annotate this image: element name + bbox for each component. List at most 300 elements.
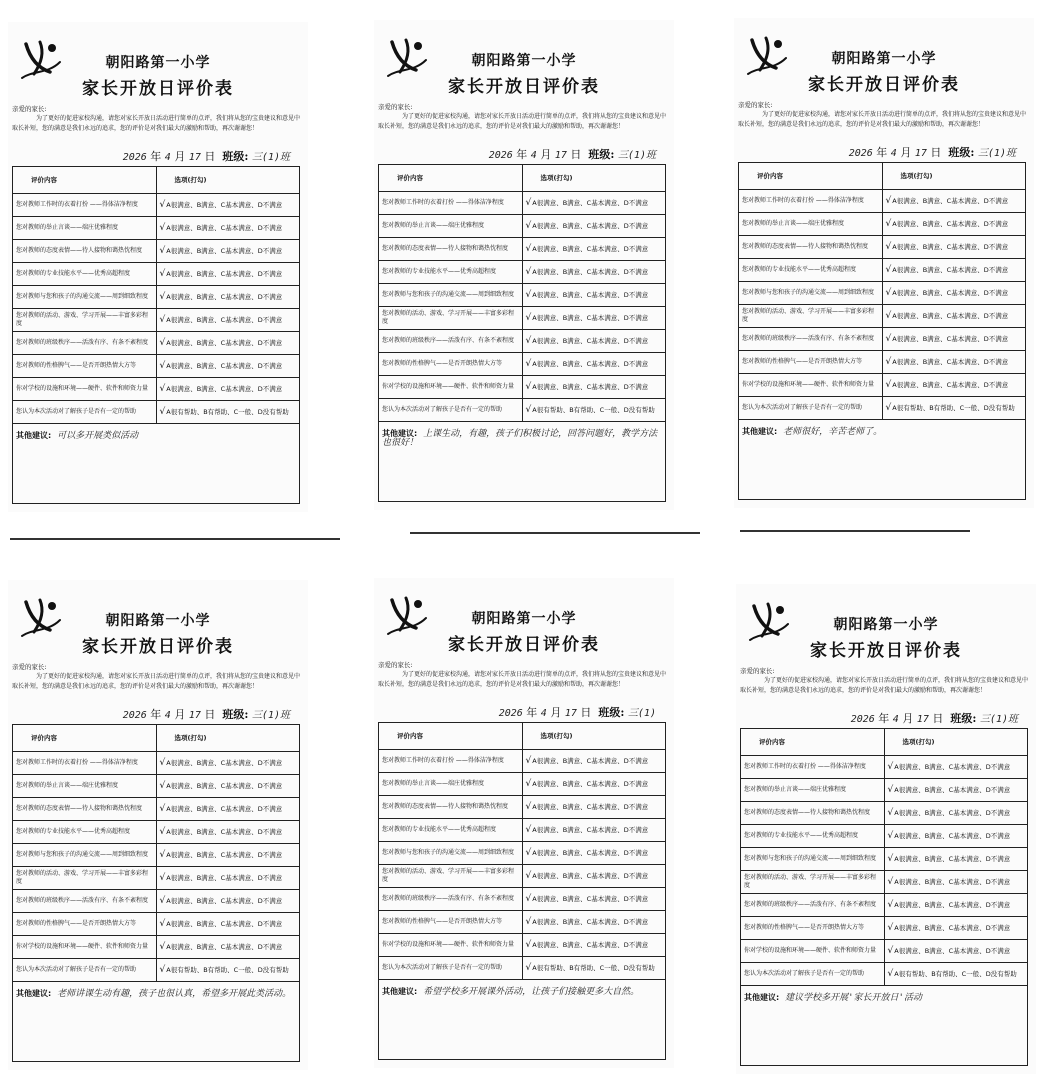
options-text: A很满意、B满意、C基本满意、D不满意 [892,220,1009,228]
evaluation-options [156,867,300,890]
table-row [379,353,666,376]
table-row [13,867,300,890]
options-text: A很满意、B满意、C基本满意、D不满意 [892,335,1009,343]
date-day: 17 [564,708,577,719]
suggestion-label: 其他建议: [742,427,778,436]
intro-text: 为了更好的促进家校沟通，请您对家长开放日活动进行简单的点评，我们将从您的宝贵建议和意见中取长补短，您的满意是我们永远的追求，您的评价是对我们最大的激励和帮助，再次谢谢您！ [738,111,1027,128]
school-name: 朝阳路第一小学 [831,51,937,67]
evaluation-item: 您对教师工作时的衣着打扮 ——得体洁净程度 [741,756,885,779]
checkmark-icon: √ [525,871,532,881]
evaluation-item: 你对学校的设施和环境——硬件、软件和师资力量 [379,376,523,399]
options-text: A很满意、B满意、C基本满意、D不满意 [166,316,283,324]
school-name: 朝阳路第一小学 [105,55,211,71]
checkmark-icon: √ [159,292,166,302]
suggestion-label: 其他建议: [16,431,52,440]
evaluation-options [156,752,300,775]
table-row [13,936,300,959]
date-month: 4 [892,714,899,725]
options-text: A很满意、B满意、C基本满意、D不满意 [532,757,649,765]
table-row [741,802,1028,825]
evaluation-options [156,401,300,424]
evaluation-options [156,890,300,913]
checkmark-icon: √ [525,825,532,835]
options-text: A很满意、B满意、C基本满意、D不满意 [166,247,283,255]
date-month: 4 [540,708,547,719]
checkmark-icon: √ [887,831,894,841]
evaluation-options [882,259,1026,282]
table-row [379,888,666,911]
evaluation-table [12,166,300,504]
checkmark-icon: √ [887,969,894,979]
divider-stroke [10,538,340,540]
evaluation-item: 您认为本次活动对了解孩子是否有一定的帮助 [13,401,157,424]
options-text: A很满意、B满意、C基本满意、D不满意 [532,826,649,834]
evaluation-item: 您认为本次活动对了解孩子是否有一定的帮助 [741,963,885,986]
table-row [741,894,1028,917]
checkmark-icon: √ [885,242,892,252]
evaluation-item: 您对教师的举止言谈——端庄优雅程度 [13,775,157,798]
evaluation-item: 您对教师的举止言谈——端庄优雅程度 [379,773,523,796]
table-row [13,775,300,798]
evaluation-item: 您对教师工作时的衣着打扮 ——得体洁净程度 [13,194,157,217]
column-header-content: 评价内容 [739,163,883,190]
checkmark-icon: √ [525,848,532,858]
options-text: A很有帮助、B有帮助、C一般、D没有帮助 [166,966,289,974]
evaluation-item: 您对教师的态度表情——待人接物和蔼热忱程度 [741,802,885,825]
checkmark-icon: √ [159,200,166,210]
options-text: A很满意、B满意、C基本满意、D不满意 [892,289,1009,297]
intro-text: 为了更好的促进家校沟通，请您对家长开放日活动进行简单的点评，我们将从您的宝贵建议和意见中取长补短，您的满意是我们永远的追求，您的评价是对我们最大的激励和帮助，再次谢谢您！ [12,673,301,690]
evaluation-options [156,217,300,240]
checkmark-icon: √ [525,313,532,323]
table-row [739,213,1026,236]
table-row [739,190,1026,213]
table-row [13,309,300,332]
checkmark-icon: √ [525,940,532,950]
class-label: 班级: [222,708,249,721]
evaluation-item: 您对教师的班级秩序——活泼有序、有条不紊程度 [739,328,883,351]
options-text: A很满意、B满意、C基本满意、D不满意 [894,878,1011,886]
suggestion-text: 建议学校多开展'家长开放日'活动 [785,993,922,1003]
greeting: 亲爱的家长: [378,103,413,111]
evaluation-table [378,722,666,1060]
table-row [379,330,666,353]
evaluation-options [156,194,300,217]
date-day: 17 [914,148,927,159]
options-text: A很满意、B满意、C基本满意、D不满意 [532,360,649,368]
table-row [13,752,300,775]
evaluation-table [378,164,666,502]
evaluation-options [884,871,1028,894]
evaluation-item: 您对教师的专业技能水平——优秀高超程度 [741,825,885,848]
evaluation-options [522,307,666,330]
suggestion-box [379,980,666,1060]
intro-text: 为了更好的促进家校沟通，请您对家长开放日活动进行简单的点评，我们将从您的宝贵建议和意见中取长补短，您的满意是我们永远的追求，您的评价是对我们最大的激励和帮助，再次谢谢您！ [740,677,1029,694]
checkmark-icon: √ [525,244,532,254]
evaluation-item: 您对教师与您和孩子的沟通交流——周到细致程度 [13,286,157,309]
checkmark-icon: √ [159,384,166,394]
column-header-options: 选项(打勾) [156,167,300,194]
evaluation-options [156,821,300,844]
class-label: 班级: [222,150,249,163]
form-title: 家长开放日评价表 [448,635,600,655]
evaluation-form-1 [8,22,308,512]
table-row [741,848,1028,871]
evaluation-options [522,865,666,888]
table-row [739,351,1026,374]
table-row [13,959,300,982]
evaluation-options [522,888,666,911]
evaluation-table [740,728,1028,1066]
table-row [13,401,300,424]
options-text: A很满意、B满意、C基本满意、D不满意 [892,312,1009,320]
checkmark-icon: √ [525,894,532,904]
options-text: A很满意、B满意、C基本满意、D不满意 [532,895,649,903]
evaluation-item: 您对教师工作时的衣着打扮 ——得体洁净程度 [379,192,523,215]
table-row [739,397,1026,420]
evaluation-item: 您对教师的专业技能水平——优秀高超程度 [13,263,157,286]
evaluation-options [882,374,1026,397]
options-text: A很满意、B满意、C基本满意、D不满意 [532,872,649,880]
checkmark-icon: √ [525,290,532,300]
form-title: 家长开放日评价表 [810,641,962,661]
class-label: 班级: [948,146,975,159]
evaluation-options [156,775,300,798]
column-header-content: 评价内容 [379,165,523,192]
checkmark-icon: √ [885,196,892,206]
evaluation-item: 您对教师与您和孩子的沟通交流——周到细致程度 [379,842,523,865]
greeting: 亲爱的家长: [378,661,413,669]
checkmark-icon: √ [525,756,532,766]
checkmark-icon: √ [887,808,894,818]
class-name: 三(1)班 [979,714,1018,725]
evaluation-item: 您对教师的活动、游戏、学习开展——丰富多彩程度 [379,865,523,888]
evaluation-item: 您对教师的活动、游戏、学习开展——丰富多彩程度 [13,867,157,890]
suggestion-box [13,424,300,504]
options-text: A很满意、B满意、C基本满意、D不满意 [532,268,649,276]
checkmark-icon: √ [159,827,166,837]
evaluation-item: 您认为本次活动对了解孩子是否有一定的帮助 [13,959,157,982]
class-name: 三(1)班 [251,710,290,721]
checkmark-icon: √ [887,946,894,956]
evaluation-item: 您对教师的举止言谈——端庄优雅程度 [13,217,157,240]
class-label: 班级: [588,148,615,161]
checkmark-icon: √ [525,221,532,231]
options-text: A很满意、B满意、C基本满意、D不满意 [894,947,1011,955]
date-year: 2026 [122,152,147,163]
column-header-options: 选项(打勾) [882,163,1026,190]
divider-stroke [740,530,970,532]
checkmark-icon: √ [159,315,166,325]
table-row [739,328,1026,351]
evaluation-options [156,309,300,332]
column-header-content: 评价内容 [13,725,157,752]
evaluation-item: 您认为本次活动对了解孩子是否有一定的帮助 [379,399,523,422]
evaluation-options [884,779,1028,802]
column-header-content: 评价内容 [741,729,885,756]
evaluation-form-6 [736,584,1036,1074]
checkmark-icon: √ [885,265,892,275]
column-header-options: 选项(打勾) [156,725,300,752]
checkmark-icon: √ [885,219,892,229]
checkmark-icon: √ [887,877,894,887]
table-row [379,796,666,819]
evaluation-item: 你对学校的设施和环境——硬件、软件和师资力量 [379,934,523,957]
evaluation-item: 您对教师的专业技能水平——优秀高超程度 [739,259,883,282]
date-line: 2026 年 4 月 17 日 班级: 三(1)班 [850,712,1018,725]
checkmark-icon: √ [885,357,892,367]
checkmark-icon: √ [159,873,166,883]
table-row [13,217,300,240]
options-text: A很有帮助、B有帮助、C一般、D没有帮助 [894,970,1017,978]
evaluation-item: 您对教师的班级秩序——活泼有序、有条不紊程度 [741,894,885,917]
class-name: 三(1)班 [251,152,290,163]
checkmark-icon: √ [159,246,166,256]
table-row [739,259,1026,282]
evaluation-item: 您对教师的举止言谈——端庄优雅程度 [379,215,523,238]
evaluation-item: 您对教师工作时的衣着打扮 ——得体洁净程度 [13,752,157,775]
options-text: A很有帮助、B有帮助、C一般、D没有帮助 [532,406,655,414]
table-row [379,773,666,796]
evaluation-options [522,773,666,796]
options-text: A很满意、B满意、C基本满意、D不满意 [166,851,283,859]
table-row [379,376,666,399]
evaluation-item: 你对学校的设施和环境——硬件、软件和师资力量 [13,378,157,401]
evaluation-options [522,330,666,353]
options-text: A很满意、B满意、C基本满意、D不满意 [166,897,283,905]
options-text: A很满意、B满意、C基本满意、D不满意 [532,291,649,299]
evaluation-item: 你对学校的设施和环境——硬件、软件和师资力量 [741,940,885,963]
table-row [13,240,300,263]
class-name: 三(1) [627,708,656,719]
options-text: A很满意、B满意、C基本满意、D不满意 [532,803,649,811]
intro-text: 为了更好的促进家校沟通，请您对家长开放日活动进行简单的点评，我们将从您的宝贵建议和意见中取长补短，您的满意是我们永远的追求，您的评价是对我们最大的激励和帮助，再次谢谢您！ [12,115,301,132]
divider-stroke [410,532,700,534]
evaluation-options [522,238,666,261]
evaluation-options [882,190,1026,213]
checkmark-icon: √ [885,403,892,413]
table-row [379,215,666,238]
evaluation-form-2 [374,20,674,510]
evaluation-item: 您对教师的活动、游戏、学习开展——丰富多彩程度 [741,871,885,894]
evaluation-options [884,917,1028,940]
form-title: 家长开放日评价表 [82,637,234,657]
date-day: 17 [916,714,929,725]
greeting: 亲爱的家长: [738,101,773,109]
evaluation-options [522,957,666,980]
suggestion-box [739,420,1026,500]
options-text: A很满意、B满意、C基本满意、D不满意 [166,759,283,767]
evaluation-options [522,750,666,773]
evaluation-item: 您对教师的态度表情——待人接物和蔼热忱程度 [379,796,523,819]
evaluation-table [738,162,1026,500]
checkmark-icon: √ [525,359,532,369]
evaluation-item: 您对教师的活动、游戏、学习开展——丰富多彩程度 [13,309,157,332]
evaluation-options [882,328,1026,351]
evaluation-item: 您认为本次活动对了解孩子是否有一定的帮助 [379,957,523,980]
checkmark-icon: √ [159,269,166,279]
checkmark-icon: √ [525,802,532,812]
checkmark-icon: √ [887,900,894,910]
evaluation-options [522,192,666,215]
checkmark-icon: √ [159,965,166,975]
evaluation-options [884,825,1028,848]
evaluation-form-4 [8,580,308,1070]
options-text: A很满意、B满意、C基本满意、D不满意 [532,222,649,230]
evaluation-item: 您对教师的班级秩序——活泼有序、有条不紊程度 [379,330,523,353]
evaluation-item: 您对教师的班级秩序——活泼有序、有条不紊程度 [13,890,157,913]
suggestion-text: 上课生动，有趣，孩子们积极讨论，回答问题好，教学方法也很好！ [382,429,658,448]
form-title: 家长开放日评价表 [808,75,960,95]
checkmark-icon: √ [525,267,532,277]
evaluation-options [156,240,300,263]
date-day: 17 [188,710,201,721]
checkmark-icon: √ [159,804,166,814]
evaluation-options [882,397,1026,420]
table-row [741,940,1028,963]
checkmark-icon: √ [887,923,894,933]
table-row [13,890,300,913]
evaluation-options [522,215,666,238]
suggestion-text: 希望学校多开展课外活动，让孩子们接触更多大自然。 [423,987,640,997]
column-header-options: 选项(打勾) [522,723,666,750]
table-row [13,355,300,378]
evaluation-item: 你对学校的设施和环境——硬件、软件和师资力量 [13,936,157,959]
options-text: A很满意、B满意、C基本满意、D不满意 [166,339,283,347]
options-text: A很有帮助、B有帮助、C一般、D没有帮助 [892,404,1015,412]
evaluation-options [156,844,300,867]
suggestion-label: 其他建议: [382,987,418,996]
checkmark-icon: √ [159,850,166,860]
date-month: 4 [530,150,537,161]
evaluation-item: 您对教师的性格脾气——是否开朗热情大方等 [13,913,157,936]
options-text: A很满意、B满意、C基本满意、D不满意 [532,337,649,345]
checkmark-icon: √ [887,854,894,864]
table-row [13,798,300,821]
options-text: A很满意、B满意、C基本满意、D不满意 [892,243,1009,251]
table-row [379,399,666,422]
table-row [379,957,666,980]
evaluation-table [12,724,300,1062]
table-row [739,374,1026,397]
options-text: A很满意、B满意、C基本满意、D不满意 [894,855,1011,863]
evaluation-item: 您对教师的班级秩序——活泼有序、有条不紊程度 [13,332,157,355]
options-text: A很满意、B满意、C基本满意、D不满意 [532,780,649,788]
table-row [379,865,666,888]
options-text: A很满意、B满意、C基本满意、D不满意 [166,805,283,813]
checkmark-icon: √ [159,896,166,906]
evaluation-item: 您对教师的性格脾气——是否开朗热情大方等 [379,911,523,934]
checkmark-icon: √ [885,288,892,298]
suggestion-text: 老师很好，辛苦老师了。 [783,427,883,437]
evaluation-options [882,305,1026,328]
evaluation-item: 您对教师的专业技能水平——优秀高超程度 [379,819,523,842]
checkmark-icon: √ [885,380,892,390]
evaluation-item: 您对教师的班级秩序——活泼有序、有条不紊程度 [379,888,523,911]
options-text: A很满意、B满意、C基本满意、D不满意 [894,809,1011,817]
table-row [13,821,300,844]
table-row [741,917,1028,940]
evaluation-item: 您对教师的态度表情——待人接物和蔼热忱程度 [13,798,157,821]
evaluation-options [882,282,1026,305]
evaluation-options [522,796,666,819]
options-text: A很满意、B满意、C基本满意、D不满意 [166,943,283,951]
evaluation-item: 您认为本次活动对了解孩子是否有一定的帮助 [739,397,883,420]
evaluation-item: 您对教师与您和孩子的沟通交流——周到细致程度 [741,848,885,871]
evaluation-options [884,963,1028,986]
checkmark-icon: √ [525,405,532,415]
checkmark-icon: √ [525,382,532,392]
suggestion-label: 其他建议: [16,989,52,998]
options-text: A很满意、B满意、C基本满意、D不满意 [532,849,649,857]
table-row [379,261,666,284]
evaluation-options [522,284,666,307]
evaluation-options [156,378,300,401]
evaluation-options [522,376,666,399]
date-year: 2026 [488,150,513,161]
greeting: 亲爱的家长: [12,663,47,671]
evaluation-item: 您对教师与您和孩子的沟通交流——周到细致程度 [379,284,523,307]
checkmark-icon: √ [159,758,166,768]
evaluation-item: 您对教师的态度表情——待人接物和蔼热忱程度 [739,236,883,259]
checkmark-icon: √ [887,785,894,795]
suggestion-text: 老师讲课生动有趣，孩子也很认真，希望多开展此类活动。 [57,989,292,999]
options-text: A很满意、B满意、C基本满意、D不满意 [892,197,1009,205]
options-text: A很满意、B满意、C基本满意、D不满意 [166,293,283,301]
evaluation-item: 您对教师的活动、游戏、学习开展——丰富多彩程度 [379,307,523,330]
evaluation-options [522,353,666,376]
suggestion-text: 可以多开展类似活动 [57,431,139,441]
school-name: 朝阳路第一小学 [471,53,577,69]
date-year: 2026 [498,708,523,719]
evaluation-options [882,236,1026,259]
evaluation-options [884,894,1028,917]
table-row [739,305,1026,328]
date-line: 2026 年 4 月 17 日 班级: 三(1)班 [488,148,656,161]
evaluation-options [884,802,1028,825]
date-month: 4 [890,148,897,159]
evaluation-item: 您对教师的性格脾气——是否开朗热情大方等 [739,351,883,374]
table-row [741,871,1028,894]
suggestion-box [741,986,1028,1066]
options-text: A很满意、B满意、C基本满意、D不满意 [892,358,1009,366]
table-row [379,284,666,307]
form-title: 家长开放日评价表 [448,77,600,97]
school-name: 朝阳路第一小学 [833,617,939,633]
table-row [741,825,1028,848]
checkmark-icon: √ [159,407,166,417]
options-text: A很满意、B满意、C基本满意、D不满意 [894,763,1011,771]
date-year: 2026 [850,714,875,725]
table-row [13,332,300,355]
options-text: A很有帮助、B有帮助、C一般、D没有帮助 [166,408,289,416]
options-text: A很满意、B满意、C基本满意、D不满意 [166,224,283,232]
evaluation-options [156,286,300,309]
table-row [13,378,300,401]
date-day: 17 [554,150,567,161]
checkmark-icon: √ [525,963,532,973]
evaluation-options [156,798,300,821]
options-text: A很满意、B满意、C基本满意、D不满意 [894,924,1011,932]
table-row [741,756,1028,779]
options-text: A很满意、B满意、C基本满意、D不满意 [166,362,283,370]
checkmark-icon: √ [887,762,894,772]
evaluation-options [156,913,300,936]
evaluation-item: 您对教师与您和孩子的沟通交流——周到细致程度 [13,844,157,867]
options-text: A很满意、B满意、C基本满意、D不满意 [532,918,649,926]
evaluation-options [156,332,300,355]
column-header-options: 选项(打勾) [522,165,666,192]
